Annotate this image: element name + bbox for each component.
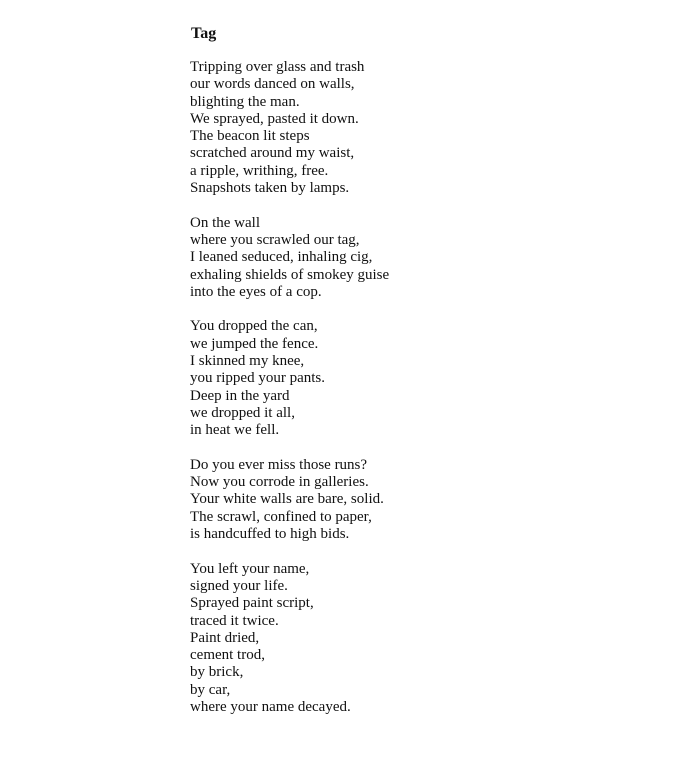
poem-line: we jumped the fence.	[190, 335, 319, 352]
poem-line: Paint dried,	[190, 629, 260, 646]
poem-line: Tripping over glass and trash	[190, 59, 365, 75]
poem-line: by car,	[190, 681, 231, 698]
poem-line: scratched around my waist,	[190, 145, 355, 162]
poem-line: cement trod,	[190, 647, 265, 664]
poem-line: in heat we fell.	[190, 422, 280, 439]
poem-stanza	[190, 59, 670, 197]
poem-line: we dropped it all,	[190, 404, 295, 421]
poem-line: Snapshots taken by lamps.	[190, 180, 350, 197]
poem-line: where you scrawled our tag,	[190, 231, 360, 248]
poem-line: You left your name,	[190, 560, 310, 577]
poem-line: traced it twice.	[190, 612, 279, 629]
poem-title: Tag	[191, 25, 217, 42]
poem-line: I skinned my knee,	[190, 353, 305, 370]
poem-line: The scrawl, confined to paper,	[190, 508, 372, 525]
poem-body	[190, 59, 670, 716]
poem-stanza	[190, 215, 670, 301]
poem-line: signed your life.	[190, 577, 288, 594]
poem-stanza	[190, 318, 670, 439]
poem-line: by brick,	[190, 664, 244, 681]
poem-stanza	[190, 457, 670, 543]
poem-line: into the eyes of a cop.	[190, 283, 322, 300]
poem-line: a ripple, writhing, free.	[190, 162, 329, 179]
poem-line: You dropped the can,	[190, 318, 318, 335]
poem-page	[190, 24, 670, 734]
poem-line: The beacon lit steps	[190, 128, 310, 145]
poem-stanza	[190, 561, 670, 717]
poem-line: you ripped your pants.	[190, 370, 325, 387]
poem-line: On the wall	[190, 214, 260, 231]
poem-line: I leaned seduced, inhaling cig,	[190, 249, 373, 266]
poem-line: Your white walls are bare, solid.	[190, 491, 384, 508]
poem-line: where your name decayed.	[190, 698, 351, 715]
poem-line: Sprayed paint script,	[190, 595, 314, 612]
poem-line: exhaling shields of smokey guise	[190, 266, 390, 283]
poem-line: our words danced on walls,	[190, 76, 355, 93]
poem-line: Deep in the yard	[190, 387, 290, 404]
poem-line: Do you ever miss those runs?	[190, 456, 368, 473]
poem-line: is handcuffed to high bids.	[190, 526, 350, 543]
poem-line: blighting the man.	[190, 93, 300, 110]
poem-line: We sprayed, pasted it down.	[190, 110, 359, 127]
poem-line: Now you corrode in galleries.	[190, 474, 369, 491]
